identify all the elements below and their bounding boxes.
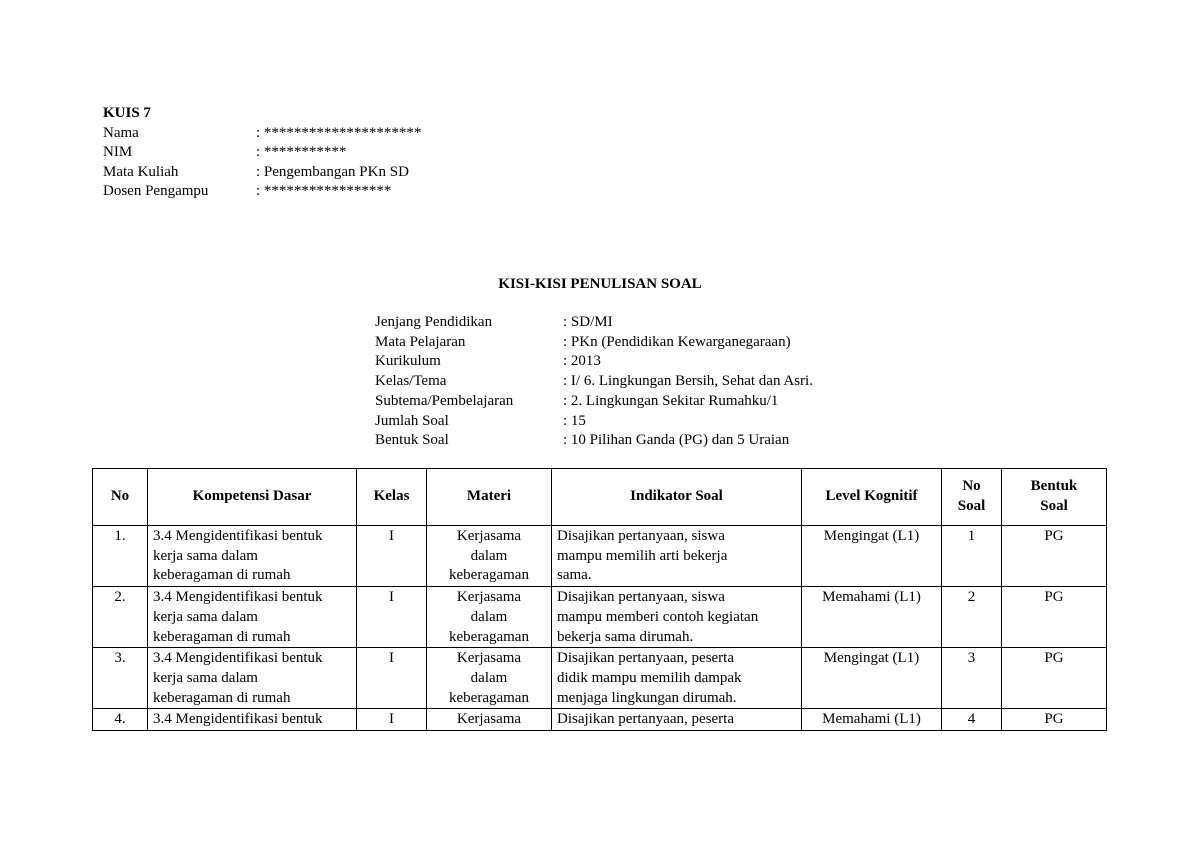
meta-value: : 2. Lingkungan Sekitar Rumahku/1 bbox=[563, 392, 779, 409]
header-field-nama bbox=[103, 124, 421, 144]
meta-row-subtema bbox=[375, 392, 813, 412]
cell-no: 3. bbox=[93, 648, 148, 709]
column-header-indikator-soal: Indikator Soal bbox=[552, 469, 802, 526]
column-header-kelas: Kelas bbox=[357, 469, 427, 526]
cell-line: Disajikan pertanyaan, peserta bbox=[557, 650, 735, 667]
question-grid-table bbox=[92, 468, 1107, 731]
column-header-bentuk-soal bbox=[1002, 469, 1107, 526]
cell-materi bbox=[427, 648, 552, 709]
meta-label: Bentuk Soal bbox=[375, 432, 449, 449]
meta-row-jumlah-soal bbox=[375, 412, 813, 432]
meta-info bbox=[375, 313, 813, 451]
meta-value: : SD/MI bbox=[563, 314, 613, 330]
cell-line: Disajikan pertanyaan, siswa bbox=[557, 528, 725, 544]
meta-row-kelas-tema bbox=[375, 372, 813, 392]
cell-bentuk-soal: PG bbox=[1002, 648, 1107, 709]
cell-materi bbox=[427, 709, 552, 731]
cell-kompetensi-dasar bbox=[148, 526, 357, 587]
header-field-label: Mata Kuliah bbox=[103, 163, 179, 180]
meta-label: Jenjang Pendidikan bbox=[375, 314, 493, 330]
cell-line: 3.4 Mengidentifikasi bentuk bbox=[153, 711, 323, 728]
cell-no-soal: 3 bbox=[942, 648, 1002, 709]
cell-line: bekerja sama dirumah. bbox=[557, 628, 694, 645]
cell-line: sama. bbox=[557, 567, 592, 584]
meta-value: : 15 bbox=[563, 412, 586, 429]
quiz-title: KUIS 7 bbox=[103, 105, 151, 121]
cell-line: mampu memberi contoh kegiatan bbox=[557, 608, 759, 625]
cell-line: keberagaman bbox=[449, 628, 529, 645]
cell-line: dalam bbox=[470, 547, 508, 564]
header-field-value: : *********** bbox=[256, 144, 347, 160]
meta-row-kurikulum bbox=[375, 352, 813, 372]
cell-indikator-soal bbox=[552, 648, 802, 709]
meta-value: : I/ 6. Lingkungan Bersih, Sehat dan Asri. bbox=[563, 373, 813, 390]
cell-indikator-soal bbox=[552, 526, 802, 587]
column-header-no-soal bbox=[942, 469, 1002, 526]
table-row bbox=[93, 526, 1107, 587]
meta-label: Jumlah Soal bbox=[375, 412, 449, 429]
cell-line: 3.4 Mengidentifikasi bentuk bbox=[153, 528, 323, 544]
cell-kelas: I bbox=[357, 648, 427, 709]
cell-kelas: I bbox=[357, 526, 427, 587]
cell-line: 3.4 Mengidentifikasi bentuk bbox=[153, 589, 323, 606]
document-title: KISI-KISI PENULISAN SOAL bbox=[498, 276, 702, 292]
meta-label: Kurikulum bbox=[375, 353, 441, 370]
meta-value: : 10 Pilihan Ganda (PG) dan 5 Uraian bbox=[563, 432, 790, 449]
cell-line: keberagaman bbox=[449, 567, 529, 584]
cell-level-kognitif: Mengingat (L1) bbox=[802, 526, 942, 587]
column-header-materi: Materi bbox=[427, 469, 552, 526]
cell-line: kerja sama dalam bbox=[153, 669, 258, 686]
cell-line: Disajikan pertanyaan, siswa bbox=[557, 589, 725, 606]
meta-row-bentuk-soal bbox=[375, 431, 813, 451]
cell-level-kognitif: Mengingat (L1) bbox=[802, 648, 942, 709]
cell-materi bbox=[427, 526, 552, 587]
header-field-dosen bbox=[103, 182, 421, 202]
cell-kelas: I bbox=[357, 709, 427, 731]
cell-bentuk-soal: PG bbox=[1002, 587, 1107, 648]
header-field-label: Nama bbox=[103, 124, 139, 141]
table-header-row bbox=[93, 469, 1107, 526]
cell-line: keberagaman di rumah bbox=[153, 567, 291, 584]
cell-no-soal: 1 bbox=[942, 526, 1002, 587]
cell-kompetensi-dasar bbox=[148, 709, 357, 731]
cell-line: 3.4 Mengidentifikasi bentuk bbox=[153, 650, 323, 667]
cell-line: Kerjasama bbox=[456, 650, 522, 667]
cell-level-kognitif: Memahami (L1) bbox=[802, 709, 942, 731]
cell-level-kognitif: Memahami (L1) bbox=[802, 587, 942, 648]
cell-line: keberagaman di rumah bbox=[153, 628, 291, 645]
cell-line: mampu memilih arti bekerja bbox=[557, 547, 728, 564]
cell-no: 2. bbox=[93, 587, 148, 648]
meta-label: Kelas/Tema bbox=[375, 373, 447, 390]
meta-value: : 2013 bbox=[563, 353, 601, 370]
cell-materi bbox=[427, 587, 552, 648]
column-header-kompetensi-dasar: Kompetensi Dasar bbox=[148, 469, 357, 526]
cell-line: kerja sama dalam bbox=[153, 547, 258, 564]
meta-label: Subtema/Pembelajaran bbox=[375, 392, 514, 409]
column-header-level-kognitif: Level Kognitif bbox=[802, 469, 942, 526]
table-row bbox=[93, 587, 1107, 648]
cell-kompetensi-dasar bbox=[148, 648, 357, 709]
table-row bbox=[93, 709, 1107, 731]
cell-indikator-soal bbox=[552, 709, 802, 731]
column-header-line: No bbox=[962, 478, 981, 495]
cell-line: keberagaman bbox=[449, 689, 529, 706]
cell-line: didik mampu memilih dampak bbox=[557, 669, 742, 686]
quiz-header bbox=[103, 104, 421, 202]
cell-line: menjaga lingkungan dirumah. bbox=[557, 689, 737, 706]
header-field-nim bbox=[103, 143, 421, 163]
header-field-value: : ***************** bbox=[256, 183, 392, 199]
cell-kelas: I bbox=[357, 587, 427, 648]
header-field-label: NIM bbox=[103, 144, 133, 160]
table-row bbox=[93, 648, 1107, 709]
header-field-mata-kuliah bbox=[103, 163, 421, 183]
meta-value: : PKn (Pendidikan Kewarganegaraan) bbox=[563, 333, 791, 350]
cell-bentuk-soal: PG bbox=[1002, 709, 1107, 731]
cell-line: Disajikan pertanyaan, peserta bbox=[557, 711, 735, 728]
cell-line: dalam bbox=[470, 669, 508, 686]
meta-row-mata-pelajaran bbox=[375, 333, 813, 353]
cell-indikator-soal bbox=[552, 587, 802, 648]
cell-line: kerja sama dalam bbox=[153, 608, 258, 625]
cell-bentuk-soal: PG bbox=[1002, 526, 1107, 587]
header-field-label: Dosen Pengampu bbox=[103, 183, 209, 199]
cell-line: Kerjasama bbox=[456, 528, 522, 544]
column-header-line: Soal bbox=[1040, 498, 1068, 514]
meta-label: Mata Pelajaran bbox=[375, 333, 466, 350]
cell-line: dalam bbox=[470, 608, 508, 625]
meta-row-jenjang bbox=[375, 313, 813, 333]
cell-no-soal: 2 bbox=[942, 587, 1002, 648]
header-field-value: : ********************* bbox=[256, 124, 422, 141]
cell-line: Kerjasama bbox=[456, 711, 522, 728]
cell-line: Kerjasama bbox=[456, 589, 522, 606]
cell-kompetensi-dasar bbox=[148, 587, 357, 648]
column-header-line: Bentuk bbox=[1030, 478, 1078, 495]
column-header-line: Soal bbox=[957, 498, 986, 514]
cell-line: keberagaman di rumah bbox=[153, 689, 291, 706]
column-header-no: No bbox=[93, 469, 148, 526]
cell-no-soal: 4 bbox=[942, 709, 1002, 731]
header-field-value: : Pengembangan PKn SD bbox=[256, 163, 409, 180]
cell-no: 1. bbox=[93, 526, 148, 587]
cell-no: 4. bbox=[93, 709, 148, 731]
